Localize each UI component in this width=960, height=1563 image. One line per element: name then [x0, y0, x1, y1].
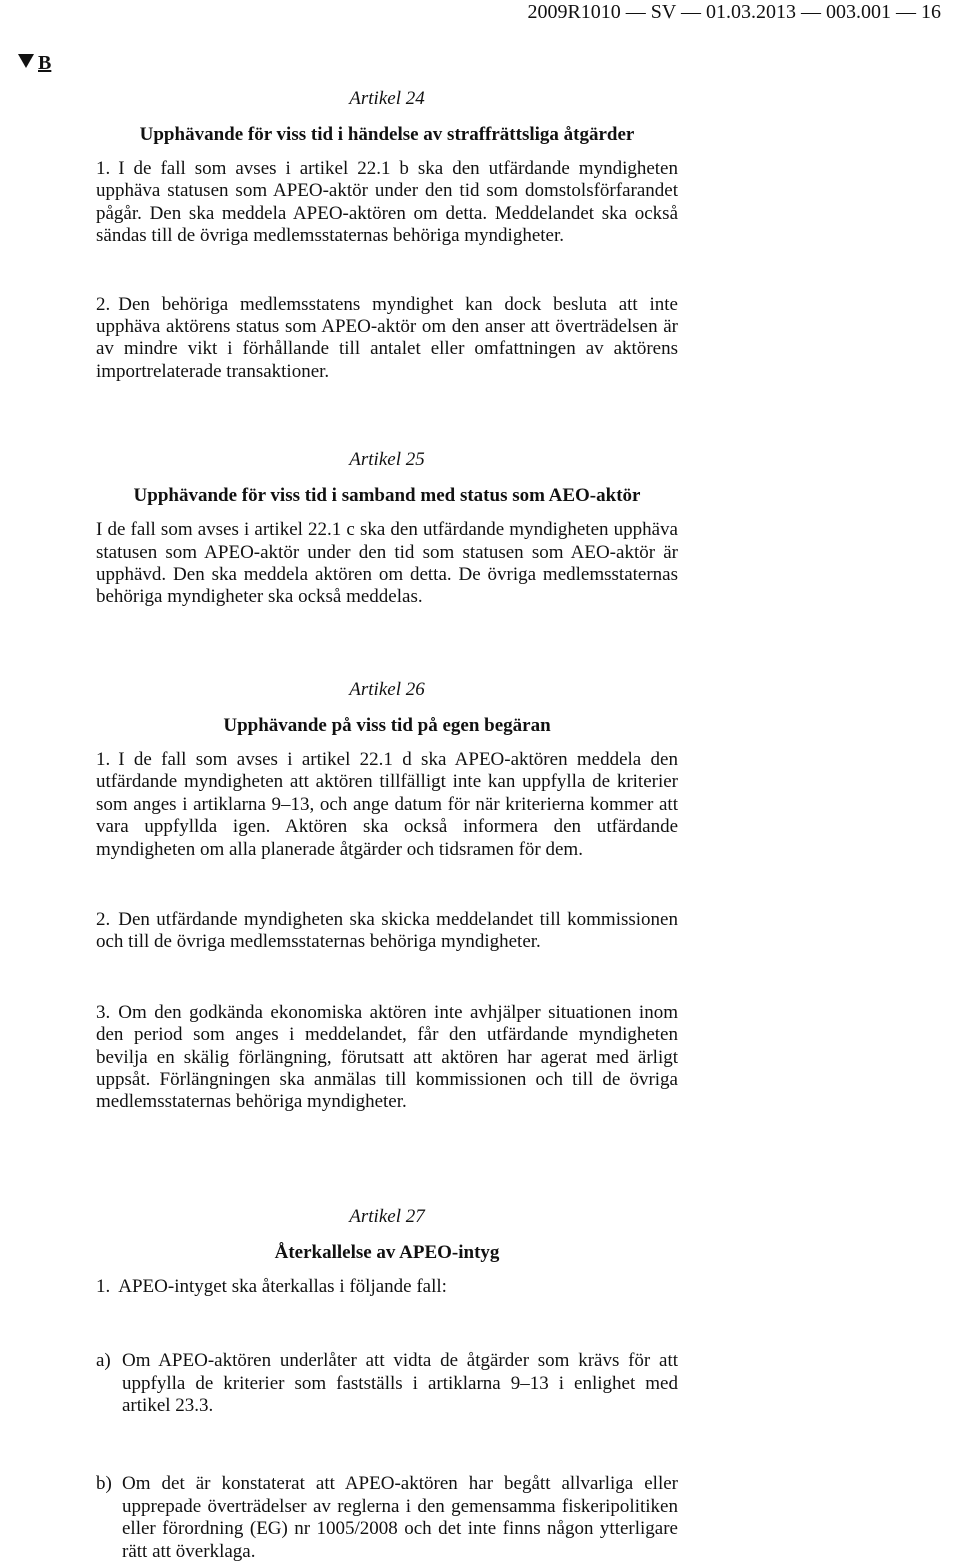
list-item — [96, 1473, 678, 1563]
list-item — [96, 1350, 678, 1417]
article-number: Artikel 24 — [349, 88, 425, 109]
article-paragraph — [96, 1276, 678, 1298]
article-27 — [96, 1206, 678, 1563]
list-item-label: a) — [96, 1350, 111, 1372]
article-paragraph — [96, 294, 678, 384]
paragraph-text: Den utfärdande myndigheten ska skicka meddelandet till kommissionen och till de övriga medlemsstaternas behöriga myndigheter. — [96, 908, 678, 953]
article-number: Artikel 25 — [349, 449, 425, 471]
paragraph-number: 1. — [96, 748, 111, 770]
article-26 — [96, 679, 678, 1114]
article-paragraph — [96, 1002, 678, 1114]
article-title: Upphävande för viss tid i samband med status som AEO-aktör — [133, 485, 641, 507]
triangle-down-icon — [18, 54, 34, 68]
document-body — [96, 88, 678, 1563]
article-title: Upphävande för viss tid i händelse av straffrättsliga åtgärder — [139, 124, 635, 145]
document-reference-header: 2009R1010 — SV — 01.03.2013 — 003.001 — 16 — [527, 1, 941, 23]
list-item-text: Om APEO-aktören underlåter att vidta de åtgärder som krävs för att uppfylla de kriterier som fastställs i artiklarna 9–13 i enlighet med artikel 23.3. — [122, 1350, 678, 1416]
paragraph-text: I de fall som avses i artikel 22.1 b ska den utfärdande myndigheten upphäva statusen som APEO-aktör under den tid som domstolsförfarandet pågår. Den ska meddela APEO-aktören om detta. Meddelandet ska också sändas till de övriga medlemsstaternas behöriga myndigheter. — [96, 158, 678, 247]
paragraph-number: 1. — [96, 1275, 111, 1297]
paragraph-number: 3. — [96, 1001, 111, 1023]
article-paragraph — [96, 158, 678, 248]
article-25 — [96, 449, 678, 609]
paragraph-text: I de fall som avses i artikel 22.1 c ska den utfärdande myndigheten upphäva statusen som APEO-aktör under den tid som statusen som AEO-aktör är upphävd. Den ska meddela aktören om detta. De övriga medlemsstaternas behöriga myndigheter ska också meddelas. — [96, 519, 678, 608]
article-paragraph — [96, 909, 678, 954]
list-item-text: Om det är konstaterat att APEO-aktören har begått allvarliga eller upprepade överträdelser av reglerna i den gemensamma fiskeripolitiken eller förordning (EG) nr 1005/2008 och det inte finns någon ytterligare rätt att överklaga. — [122, 1473, 678, 1562]
amendment-marker-letter: B — [38, 52, 52, 74]
paragraph-text: Om den godkända ekonomiska aktören inte avhjälper situationen inom den period som anges i meddelandet, får den utfärdande myndigheten bevilja en skälig förlängning, förutsatt att aktören har agerat med ärligt uppsåt. Förlängningen ska anmälas till kommissionen och till de övriga medlemsstaternas behöriga myndigheter. — [96, 1001, 678, 1113]
paragraph-text: I de fall som avses i artikel 22.1 d ska APEO-aktören meddela den utfärdande myndigheten att aktören tillfälligt inte kan uppfylla de kriterier som anges i artiklarna 9–13, och ange datum för när kriterierna kommer att vara uppfyllda igen. Aktören ska också informera den utfärdande myndigheten om alla planerade åtgärder och tidsramen för dem. — [96, 748, 678, 860]
article-paragraph — [96, 519, 678, 609]
article-paragraph — [96, 749, 678, 861]
list-item-label: b) — [96, 1473, 112, 1495]
article-24 — [96, 88, 678, 383]
article-title: Återkallelse av APEO-intyg — [274, 1241, 500, 1263]
article-number: Artikel 26 — [349, 678, 425, 700]
paragraph-text: APEO-intyget ska återkallas i följande fall: — [118, 1275, 447, 1297]
paragraph-text: Den behöriga medlemsstatens myndighet kan dock besluta att inte upphäva aktörens status som APEO-aktör om den anser att överträdelsen är av mindre vikt i förhållande till antalet eller omfattningen av aktörens importrelaterade transaktioner. — [96, 293, 678, 382]
article-title: Upphävande på viss tid på egen begäran — [223, 714, 551, 736]
article-number: Artikel 27 — [349, 1205, 425, 1227]
paragraph-number: 2. — [96, 293, 111, 315]
paragraph-number: 1. — [96, 158, 111, 179]
paragraph-number: 2. — [96, 908, 111, 930]
amendment-marker — [18, 52, 51, 74]
